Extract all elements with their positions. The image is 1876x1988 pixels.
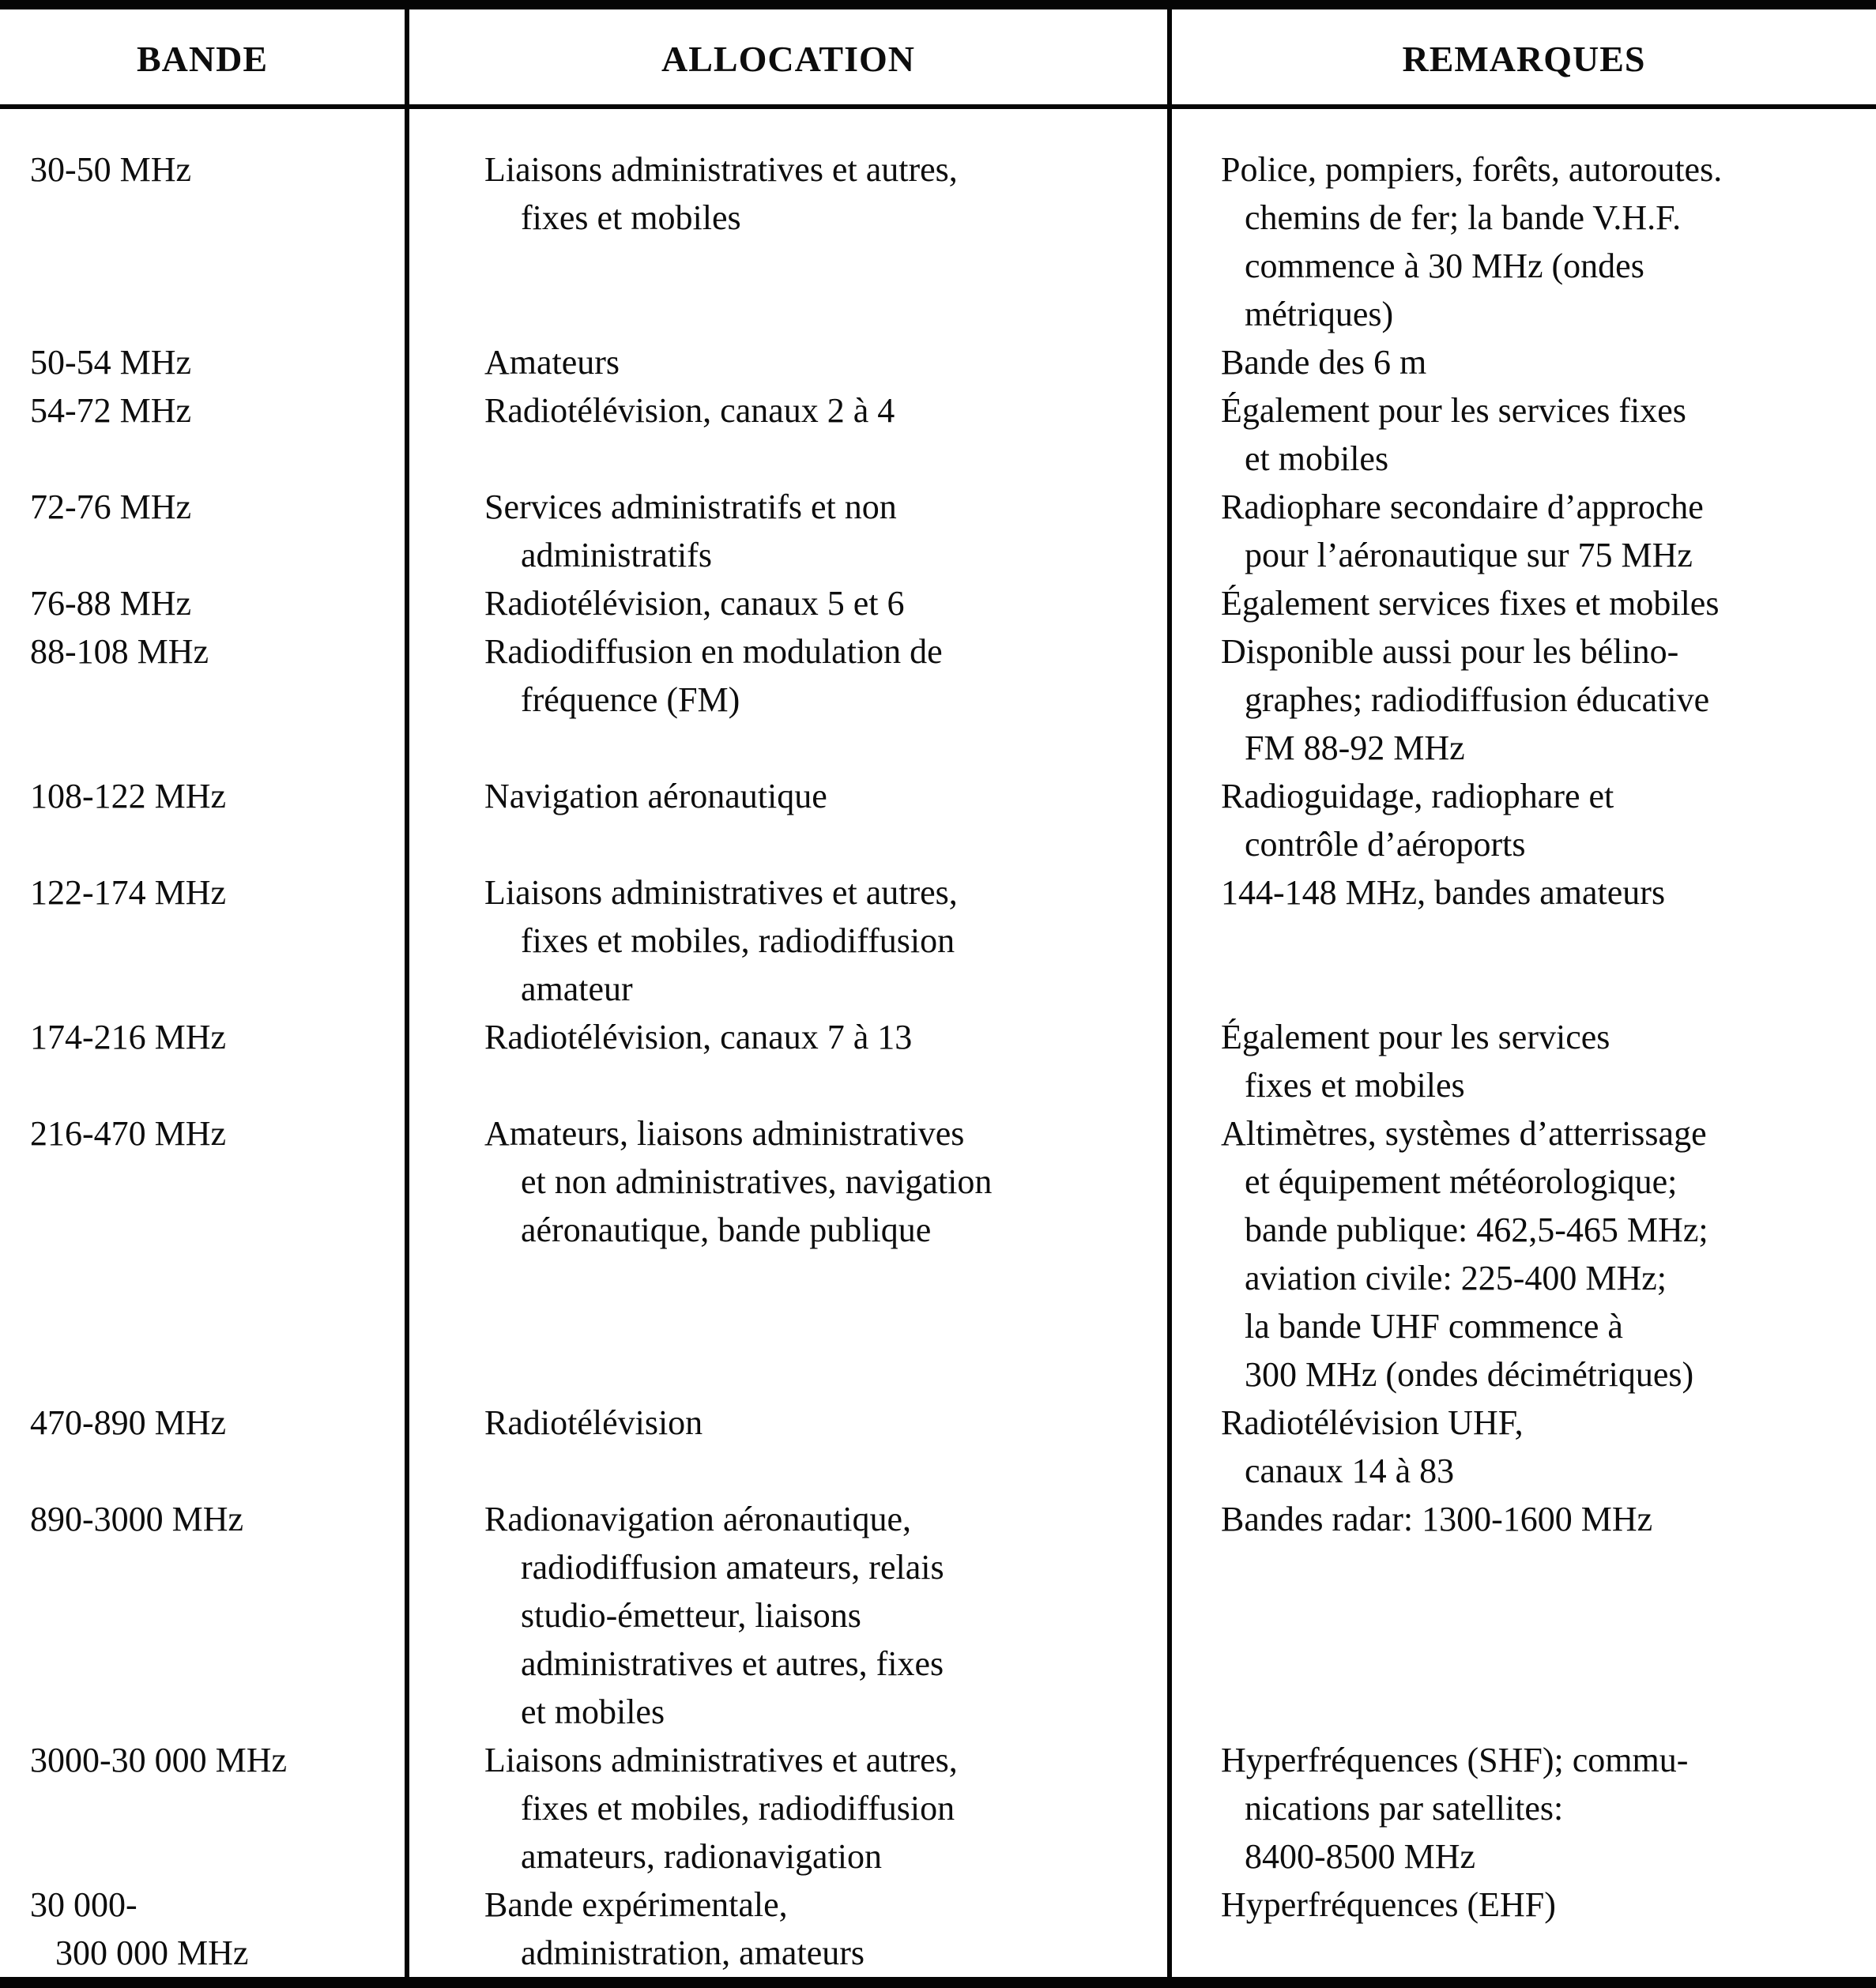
remarks-cell-line: aviation civile: 225-400 MHz;	[1245, 1259, 1667, 1297]
band-cell	[0, 627, 405, 772]
remarks-cell-line: Radiotélévision UHF,	[1221, 1403, 1524, 1442]
remarks-cell-line: métriques)	[1245, 295, 1394, 333]
allocation-cell-line: fréquence (FM)	[521, 680, 740, 719]
remarks-cell	[1167, 1495, 1876, 1736]
remarks-cell-line: Radioguidage, radiophare et	[1221, 777, 1614, 815]
allocation-cell-line: administratives et autres, fixes	[521, 1644, 944, 1683]
allocation-cell	[405, 1399, 1167, 1495]
allocation-cell-line: et mobiles	[521, 1692, 665, 1731]
remarks-cell	[1167, 1109, 1876, 1399]
band-cell	[0, 1013, 405, 1109]
remarks-cell-line: 8400-8500 MHz	[1245, 1837, 1476, 1876]
band-cell-line: 122-174 MHz	[30, 873, 227, 912]
band-cell	[0, 109, 405, 338]
remarks-cell	[1167, 109, 1876, 338]
allocation-cell	[405, 772, 1167, 868]
remarks-cell-line: Disponible aussi pour les bélino-	[1221, 632, 1679, 671]
band-cell	[0, 1109, 405, 1399]
remarks-cell-line: Hyperfréquences (EHF)	[1221, 1885, 1556, 1924]
remarks-cell	[1167, 772, 1876, 868]
band-cell	[0, 1495, 405, 1736]
allocation-cell	[405, 483, 1167, 579]
band-cell	[0, 386, 405, 483]
allocation-cell-line: Radiotélévision, canaux 2 à 4	[484, 391, 895, 430]
band-cell-line: 50-54 MHz	[30, 343, 192, 382]
allocation-cell	[405, 1736, 1167, 1881]
allocation-cell-line: fixes et mobiles, radiodiffusion	[521, 921, 955, 960]
remarks-cell-line: bande publique: 462,5-465 MHz;	[1245, 1210, 1708, 1249]
remarks-cell-line: fixes et mobiles	[1245, 1066, 1465, 1105]
allocation-cell-line: Radiodiffusion en modulation de	[484, 632, 943, 671]
remarks-cell	[1167, 1736, 1876, 1881]
allocation-cell	[405, 868, 1167, 1013]
allocation-cell-line: amateurs, radionavigation	[521, 1837, 882, 1876]
remarks-cell	[1167, 1881, 1876, 1977]
remarks-cell-line: et mobiles	[1245, 439, 1389, 478]
band-cell	[0, 1736, 405, 1881]
allocation-cell-line: Bande expérimentale,	[484, 1885, 788, 1924]
band-cell-line: 72-76 MHz	[30, 488, 192, 526]
remarks-cell-line: Bandes radar: 1300-1600 MHz	[1221, 1500, 1653, 1538]
band-cell-line: 76-88 MHz	[30, 584, 192, 623]
allocation-cell	[405, 386, 1167, 483]
allocation-cell-line: Liaisons administratives et autres,	[484, 873, 958, 912]
remarks-cell	[1167, 1013, 1876, 1109]
band-cell	[0, 579, 405, 627]
allocation-cell	[405, 579, 1167, 627]
remarks-cell-line: Radiophare secondaire d’approche	[1221, 488, 1704, 526]
allocation-cell-line: Services administratifs et non	[484, 488, 897, 526]
remarks-cell-line: Altimètres, systèmes d’atterrissage	[1221, 1114, 1707, 1153]
remarks-cell-line: Également pour les services	[1221, 1018, 1610, 1056]
band-cell	[0, 338, 405, 386]
allocation-cell-line: Navigation aéronautique	[484, 777, 827, 815]
remarks-cell-line: chemins de fer; la bande V.H.F.	[1245, 198, 1682, 237]
allocation-cell-line: Radiotélévision	[484, 1403, 703, 1442]
allocation-cell-line: Liaisons administratives et autres,	[484, 1741, 958, 1779]
remarks-cell-line: 144-148 MHz, bandes amateurs	[1221, 873, 1666, 912]
allocation-cell	[405, 627, 1167, 772]
band-cell-line: 300 000 MHz	[55, 1933, 249, 1972]
allocation-cell	[405, 1109, 1167, 1399]
allocation-cell	[405, 1495, 1167, 1736]
remarks-cell-line: commence à 30 MHz (ondes	[1245, 247, 1644, 285]
remarks-cell-line: Également pour les services fixes	[1221, 391, 1686, 430]
column-header-allocation: ALLOCATION	[405, 9, 1167, 109]
column-header-bande: BANDE	[0, 9, 405, 109]
band-cell-line: 3000-30 000 MHz	[30, 1741, 288, 1779]
remarks-cell	[1167, 1399, 1876, 1495]
remarks-cell-line: Hyperfréquences (SHF); commu-	[1221, 1741, 1689, 1779]
remarks-cell-line: la bande UHF commence à	[1245, 1307, 1623, 1346]
remarks-cell	[1167, 338, 1876, 386]
remarks-cell-line: Bande des 6 m	[1221, 343, 1427, 382]
band-cell	[0, 868, 405, 1013]
allocation-cell-line: Radiotélévision, canaux 7 à 13	[484, 1018, 913, 1056]
allocation-cell	[405, 338, 1167, 386]
allocation-cell-line: fixes et mobiles	[521, 198, 741, 237]
remarks-cell-line: Police, pompiers, forêts, autoroutes.	[1221, 150, 1723, 189]
band-cell-line: 108-122 MHz	[30, 777, 227, 815]
remarks-cell	[1167, 579, 1876, 627]
frequency-allocation-table	[0, 9, 1876, 1977]
band-cell-line: 216-470 MHz	[30, 1114, 227, 1153]
band-cell-line: 30-50 MHz	[30, 150, 192, 189]
remarks-cell	[1167, 868, 1876, 1013]
allocation-cell-line: administratifs	[521, 536, 712, 574]
band-cell-line: 174-216 MHz	[30, 1018, 227, 1056]
remarks-cell	[1167, 627, 1876, 772]
allocation-cell-line: Radionavigation aéronautique,	[484, 1500, 912, 1538]
allocation-cell-line: fixes et mobiles, radiodiffusion	[521, 1789, 955, 1828]
allocation-cell-line: administration, amateurs	[521, 1933, 865, 1972]
remarks-cell	[1167, 483, 1876, 579]
allocation-cell	[405, 1881, 1167, 1977]
remarks-cell-line: et équipement météorologique;	[1245, 1162, 1678, 1201]
remarks-cell	[1167, 386, 1876, 483]
band-cell	[0, 1399, 405, 1495]
band-cell-line: 54-72 MHz	[30, 391, 192, 430]
allocation-cell	[405, 1013, 1167, 1109]
remarks-cell-line: pour l’aéronautique sur 75 MHz	[1245, 536, 1693, 574]
allocation-cell-line: et non administratives, navigation	[521, 1162, 993, 1201]
remarks-cell-line: canaux 14 à 83	[1245, 1451, 1455, 1490]
band-cell-line: 88-108 MHz	[30, 632, 209, 671]
band-cell-line: 30 000-	[30, 1885, 137, 1924]
column-header-remarques: REMARQUES	[1167, 9, 1876, 109]
band-cell	[0, 483, 405, 579]
allocation-cell-line: radiodiffusion amateurs, relais	[521, 1548, 944, 1587]
remarks-cell-line: Également services fixes et mobiles	[1221, 584, 1720, 623]
allocation-cell-line: Radiotélévision, canaux 5 et 6	[484, 584, 905, 623]
allocation-cell-line: amateur	[521, 970, 633, 1008]
remarks-cell-line: graphes; radiodiffusion éducative	[1245, 680, 1710, 719]
allocation-cell-line: Amateurs, liaisons administratives	[484, 1114, 965, 1153]
band-cell-line: 890-3000 MHz	[30, 1500, 244, 1538]
allocation-cell-line: aéronautique, bande publique	[521, 1210, 932, 1249]
remarks-cell-line: nications par satellites:	[1245, 1789, 1564, 1828]
band-cell	[0, 772, 405, 868]
band-cell	[0, 1881, 405, 1977]
remarks-cell-line: 300 MHz (ondes décimétriques)	[1245, 1355, 1694, 1394]
remarks-cell-line: FM 88-92 MHz	[1245, 729, 1465, 767]
allocation-cell-line: studio-émetteur, liaisons	[521, 1596, 861, 1635]
allocation-cell-line: Amateurs	[484, 343, 620, 382]
allocation-cell	[405, 109, 1167, 338]
remarks-cell-line: contrôle d’aéroports	[1245, 825, 1526, 864]
band-cell-line: 470-890 MHz	[30, 1403, 227, 1442]
allocation-cell-line: Liaisons administratives et autres,	[484, 150, 958, 189]
